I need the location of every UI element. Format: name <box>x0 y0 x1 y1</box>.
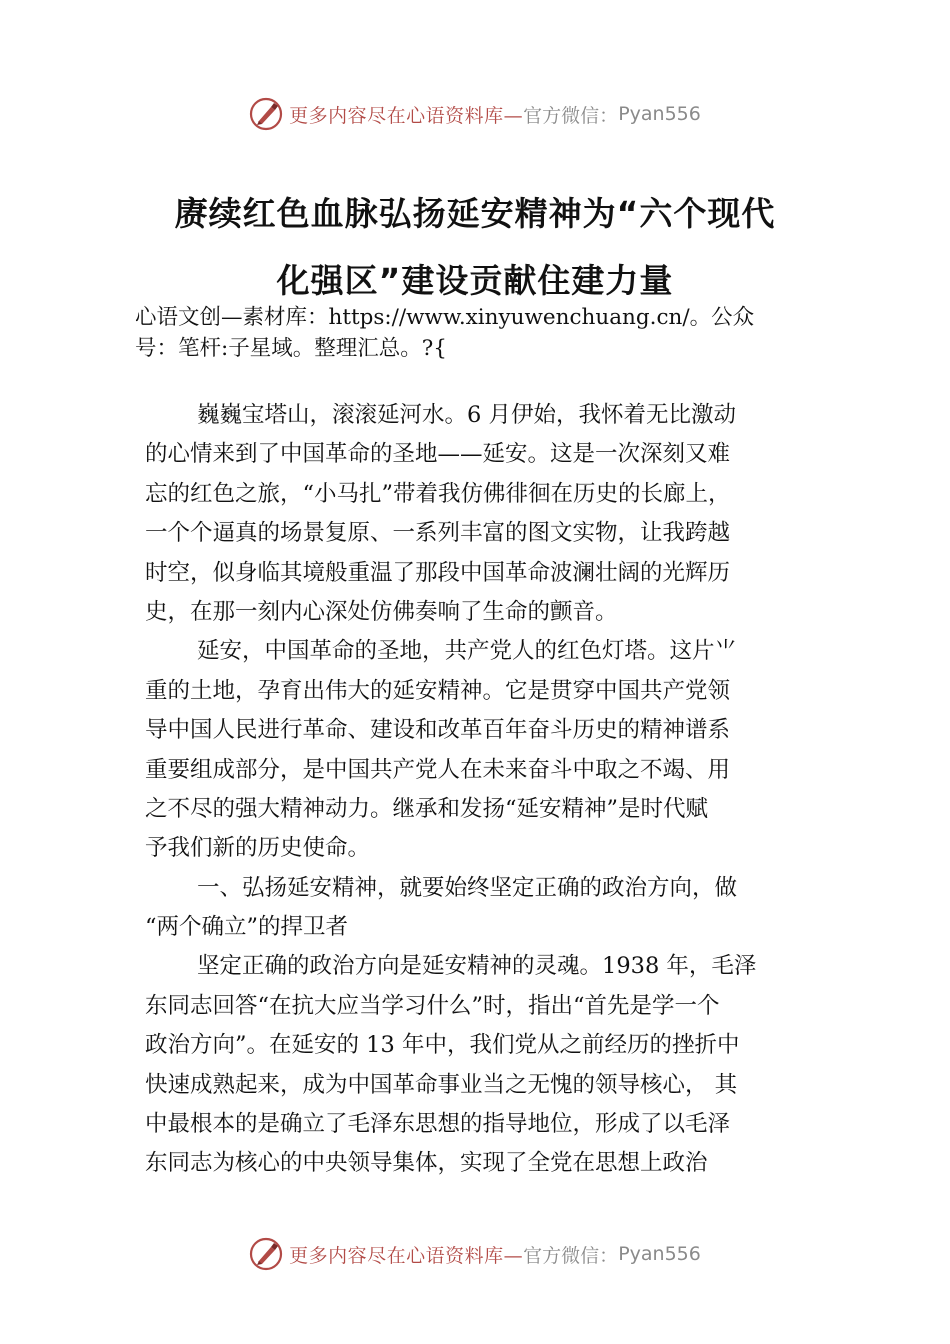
body-line: 东同志回答“在抗大应当学习什么”时，指出“首先是学一个 <box>145 992 720 1019</box>
banner-text: 更多内容尽在心语资料库— <box>289 104 524 127</box>
body-line: 之不尽的强大精神动力。继承和发扬“延安精神”是时代赋 <box>145 795 709 822</box>
body-line: 延安，中国革命的圣地，共产党人的红色灯塔。这片⺌ <box>197 638 738 665</box>
section-heading-line: “两个确立”的捍卫者 <box>145 914 349 941</box>
body-line: 重要组成部分，是中国共产党人在未来奋斗中取之不竭、用 <box>145 756 731 783</box>
body-line: 东同志为核心的中央领导集体，实现了全党在思想上政治 <box>145 1150 708 1177</box>
body-line: 巍巍宝塔山，滚滚延河水。6 月伊始，我怀着无比激动 <box>197 402 736 428</box>
banner-wechat-label: 官方微信： <box>523 1244 619 1267</box>
body-line: 快速成熟起来，成为中国革命事业当之无愧的领导核心， 其 <box>145 1071 738 1098</box>
footer-banner <box>0 1232 950 1276</box>
source-note <box>135 302 835 364</box>
banner-wechat-id: Pyan556 <box>618 1243 701 1265</box>
body-line: 中最根本的是确立了毛泽东思想的指导地位，形成了以毛泽 <box>145 1111 731 1138</box>
body-line: 一个个逼真的场景复原、一系列丰富的图文实物，让我跨越 <box>145 520 731 547</box>
pen-logo-icon <box>249 97 283 131</box>
body-line: 导中国人民进行革命、建设和改革百年奋斗历史的精神谱系 <box>145 717 731 744</box>
source-line-2: 号：笔杆:子星域。整理汇总。?{ <box>135 336 447 361</box>
body-line: 重的土地，孕育出伟大的延安精神。它是贯穿中国共产党领 <box>145 677 731 704</box>
body-line: 的心情来到了中国革命的圣地——延安。这是一次深刻又难 <box>145 441 731 468</box>
body-line: 史，在那一刻内心深处仿佛奏响了生命的颤音。 <box>145 598 618 625</box>
header-banner <box>0 92 950 136</box>
body-line: 坚定正确的政治方向是延安精神的灵魂。1938 年，毛泽 <box>197 953 757 980</box>
body-line: 时空，似身临其境般重温了那段中国革命波澜壮阔的光辉历 <box>145 559 731 586</box>
banner-wechat-label: 官方微信： <box>523 104 619 127</box>
document-body <box>145 396 835 1184</box>
body-line: 政治方向”。在延安的 13 年中，我们党从之前经历的挫折中 <box>145 1032 740 1059</box>
banner-wechat-id: Pyan556 <box>618 103 701 125</box>
pen-logo-icon <box>249 1237 283 1271</box>
body-line: 忘的红色之旅，“小马扎”带着我仿佛徘徊在历史的长廊上， <box>145 480 731 507</box>
section-heading-line: 一、弘扬延安精神，就要始终坚定正确的政治方向，做 <box>197 874 738 901</box>
document-title-line-1: 赓续红色血脉弘扬延安精神为“六个现代 <box>174 194 776 233</box>
document-title-line-2: 化强区”建设贡献住建力量 <box>276 261 674 300</box>
source-line-1: 心语文创—素材库：https://www.xinyuwenchuang.cn/。公众 <box>135 305 755 330</box>
body-line: 予我们新的历史使命。 <box>145 835 371 862</box>
banner-text: 更多内容尽在心语资料库— <box>289 1244 524 1267</box>
